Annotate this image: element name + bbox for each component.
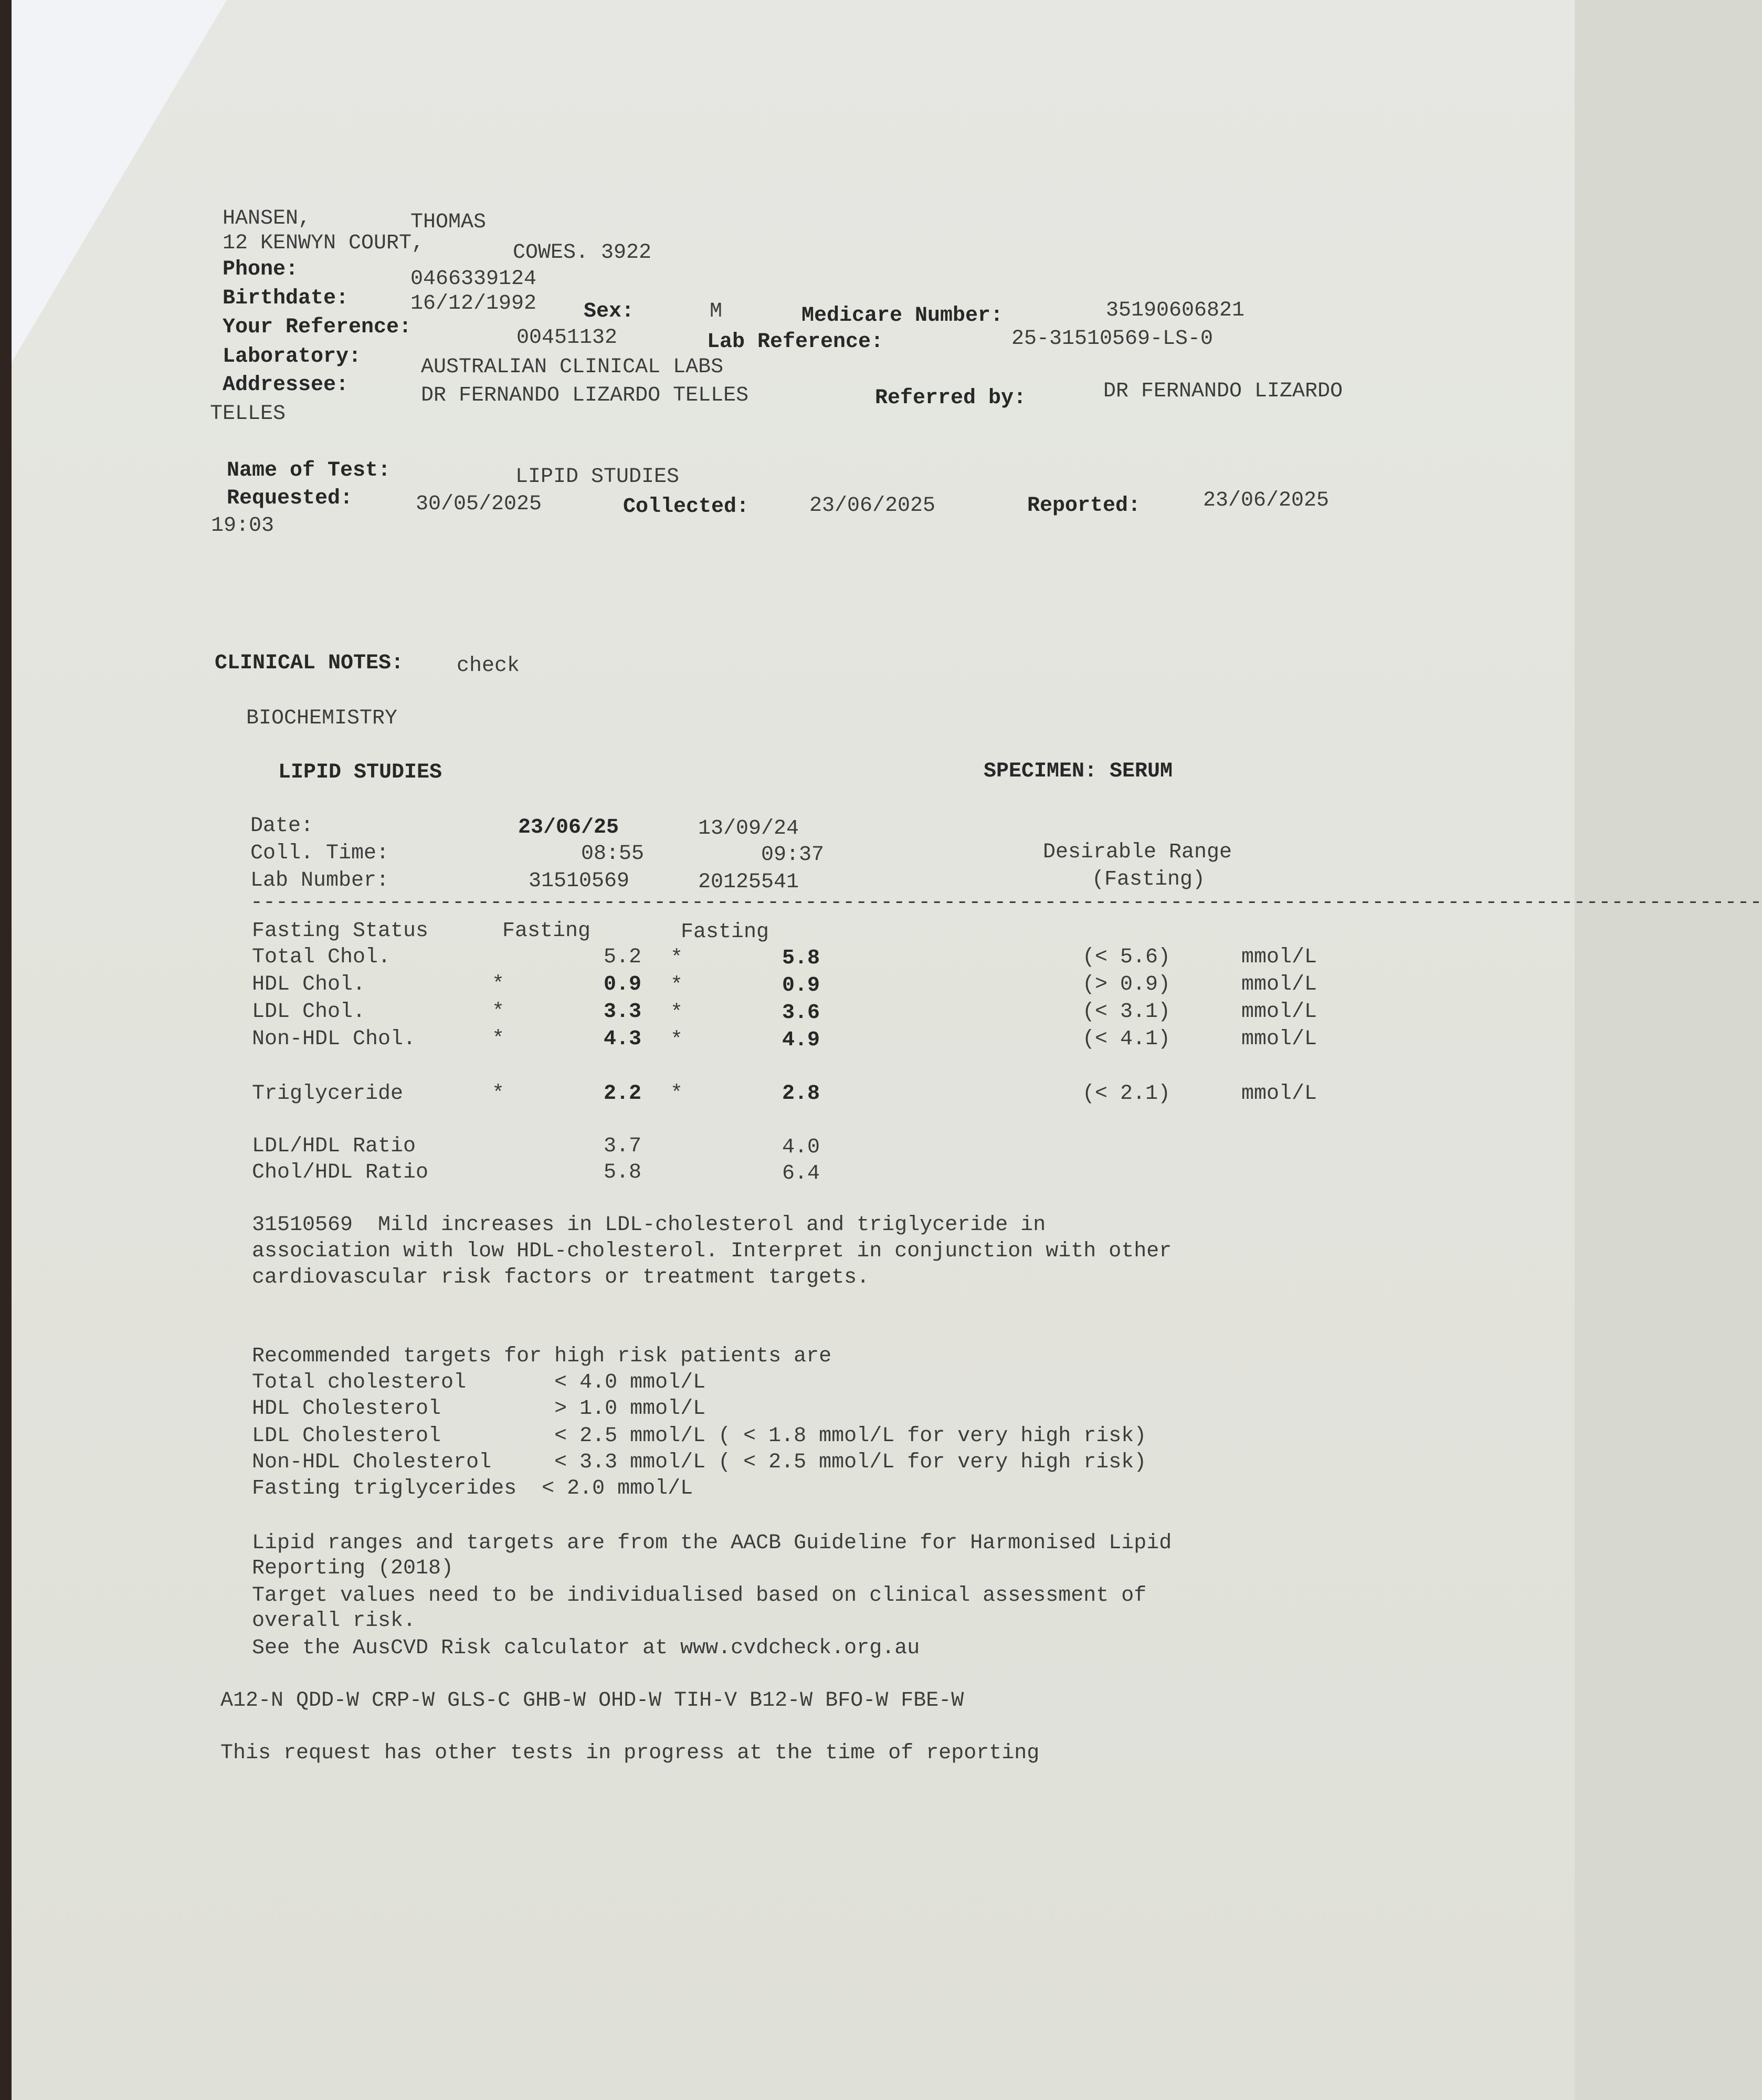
patient-street: 12 KENWYN COURT, xyxy=(223,232,425,255)
flag-col2: * xyxy=(670,974,683,998)
ratio-col2: 4.0 xyxy=(782,1136,820,1159)
result-unit: mmol/L xyxy=(1241,973,1317,996)
flag-col2: * xyxy=(670,947,683,970)
result-col2: 4.9 xyxy=(782,1028,820,1052)
ratio-col2: 6.4 xyxy=(782,1162,820,1185)
collected-value: 23/06/2025 xyxy=(809,494,936,518)
flag-col1: * xyxy=(492,1082,505,1106)
comment-line: 31510569 Mild increases in LDL-cholesterol and triglyceride in xyxy=(252,1213,1046,1237)
requested-label: Requested: xyxy=(227,487,353,510)
coll-time-col2: 09:37 xyxy=(761,843,824,867)
result-col1: 0.9 xyxy=(603,973,641,996)
reported-time: 19:03 xyxy=(211,514,275,538)
fasting-status-col2: Fasting xyxy=(681,920,769,944)
result-col1: 2.2 xyxy=(603,1082,641,1106)
flag-col2: * xyxy=(670,1028,683,1052)
specimen-label: SPECIMEN: SERUM xyxy=(984,760,1173,783)
lab-number-col1: 31510569 xyxy=(529,869,630,893)
result-col2: 0.9 xyxy=(782,974,820,998)
patient-town: COWES. 3922 xyxy=(513,241,652,265)
lab-number-col2: 20125541 xyxy=(698,870,799,894)
guideline-line: See the AusCVD Risk calculator at www.cvdcheck.org.au xyxy=(252,1636,920,1660)
targets-line: HDL Cholesterol > 1.0 mmol/L xyxy=(252,1397,706,1421)
your-reference-label: Your Reference: xyxy=(223,316,412,339)
flag-col1: * xyxy=(492,1027,505,1051)
desirable-range-subheading: (Fasting) xyxy=(1092,868,1206,891)
referred-by-label: Referred by: xyxy=(875,386,1027,410)
sex-label: Sex: xyxy=(584,300,635,323)
result-range: (< 2.1) xyxy=(1082,1082,1171,1106)
test-codes: A12-N QDD-W CRP-W GLS-C GHB-W OHD-W TIH-V B12-W BFO-W FBE-W xyxy=(220,1689,964,1713)
date-col2: 13/09/24 xyxy=(698,817,799,841)
birthdate-value: 16/12/1992 xyxy=(410,292,537,316)
result-col2: 2.8 xyxy=(782,1082,820,1106)
requested-value: 30/05/2025 xyxy=(416,492,542,516)
flag-col1: * xyxy=(492,973,505,996)
coll-time-col1: 08:55 xyxy=(581,842,644,866)
collected-label: Collected: xyxy=(623,495,750,519)
department-heading: BIOCHEMISTRY xyxy=(246,707,398,730)
result-col1: 3.3 xyxy=(603,1000,641,1024)
clinical-notes-label: CLINICAL NOTES: xyxy=(215,652,404,675)
guideline-line: overall risk. xyxy=(252,1609,416,1633)
fasting-status-col1: Fasting xyxy=(502,919,591,943)
result-name: LDL Chol. xyxy=(252,1000,366,1024)
phone-label: Phone: xyxy=(223,258,299,281)
result-range: (< 4.1) xyxy=(1082,1027,1171,1051)
fasting-status-label: Fasting Status xyxy=(252,919,429,943)
guideline-line: Lipid ranges and targets are from the AACB Guideline for Harmonised Lipid xyxy=(252,1531,1172,1555)
folded-page-corner xyxy=(12,0,227,362)
phone-value: 0466339124 xyxy=(410,267,537,291)
result-col1: 5.2 xyxy=(603,946,641,969)
reported-date: 23/06/2025 xyxy=(1203,489,1330,512)
date-col1: 23/06/25 xyxy=(518,816,619,839)
result-name: Non-HDL Chol. xyxy=(252,1027,416,1051)
patient-surname: HANSEN, xyxy=(223,207,311,230)
ratio-col1: 5.8 xyxy=(603,1161,641,1184)
result-name: HDL Chol. xyxy=(252,973,366,996)
ratio-col1: 3.7 xyxy=(603,1135,641,1158)
targets-line: Recommended targets for high risk patients are xyxy=(252,1345,832,1368)
result-range: (< 3.1) xyxy=(1082,1000,1171,1024)
section-title: LIPID STUDIES xyxy=(278,761,442,784)
sex-value: M xyxy=(710,300,723,323)
lab-reference-label: Lab Reference: xyxy=(707,330,884,354)
lab-report-page xyxy=(12,0,1762,2100)
comment-line: cardiovascular risk factors or treatment targets. xyxy=(252,1266,870,1289)
date-label: Date: xyxy=(250,814,314,838)
addressee-label: Addressee: xyxy=(223,373,349,397)
flag-col1: * xyxy=(492,1000,505,1024)
targets-line: LDL Cholesterol < 2.5 mmol/L ( < 1.8 mmol/L for very high risk) xyxy=(252,1424,1147,1448)
targets-line: Fasting triglycerides < 2.0 mmol/L xyxy=(252,1477,693,1500)
ratio-name: LDL/HDL Ratio xyxy=(252,1135,416,1158)
referred-by-value: DR FERNANDO LIZARDO xyxy=(1103,380,1343,403)
result-range: (> 0.9) xyxy=(1082,973,1171,996)
result-unit: mmol/L xyxy=(1241,1000,1317,1024)
result-name: Total Chol. xyxy=(252,946,391,969)
test-name-value: LIPID STUDIES xyxy=(515,465,680,489)
comment-line: association with low HDL-cholesterol. Interpret in conjunction with other xyxy=(252,1240,1172,1263)
lab-reference-value: 25-31510569-LS-0 xyxy=(1011,327,1214,351)
guideline-line: Target values need to be individualised based on clinical assessment of xyxy=(252,1584,1147,1608)
patient-given-name: THOMAS xyxy=(410,211,487,234)
desirable-range-heading: Desirable Range xyxy=(1043,841,1232,864)
referred-by-value-continued: TELLES xyxy=(210,402,286,426)
result-col1: 4.3 xyxy=(603,1027,641,1051)
laboratory-label: Laboratory: xyxy=(223,345,362,369)
result-range: (< 5.6) xyxy=(1082,946,1171,969)
guideline-line: Reporting (2018) xyxy=(252,1557,454,1580)
coll-time-label: Coll. Time: xyxy=(250,842,389,865)
addressee-value: DR FERNANDO LIZARDO TELLES xyxy=(421,384,749,407)
lab-number-label: Lab Number: xyxy=(250,869,389,892)
result-unit: mmol/L xyxy=(1241,1082,1317,1106)
reported-label: Reported: xyxy=(1027,494,1141,518)
clinical-notes-value: check xyxy=(457,654,520,678)
result-col2: 3.6 xyxy=(782,1001,820,1025)
targets-line: Total cholesterol < 4.0 mmol/L xyxy=(252,1371,706,1394)
footer-note: This request has other tests in progress at the time of reporting xyxy=(220,1741,1040,1765)
ratio-name: Chol/HDL Ratio xyxy=(252,1161,429,1184)
your-reference-value: 00451132 xyxy=(516,326,618,350)
result-unit: mmol/L xyxy=(1241,1027,1317,1051)
targets-line: Non-HDL Cholesterol < 3.3 mmol/L ( < 2.5 mmol/L for very high risk) xyxy=(252,1451,1147,1474)
dashed-separator: ------------------------------------------------------------------------------------------------------------------------ xyxy=(250,891,1762,915)
result-name: Triglyceride xyxy=(252,1082,404,1106)
birthdate-label: Birthdate: xyxy=(223,287,349,310)
flag-col2: * xyxy=(670,1082,683,1106)
medicare-value: 35190606821 xyxy=(1106,299,1245,322)
medicare-label: Medicare Number: xyxy=(801,304,1004,328)
test-name-label: Name of Test: xyxy=(227,459,391,482)
flag-col2: * xyxy=(670,1001,683,1025)
result-unit: mmol/L xyxy=(1241,946,1317,969)
laboratory-value: AUSTRALIAN CLINICAL LABS xyxy=(421,355,724,379)
result-col2: 5.8 xyxy=(782,947,820,970)
